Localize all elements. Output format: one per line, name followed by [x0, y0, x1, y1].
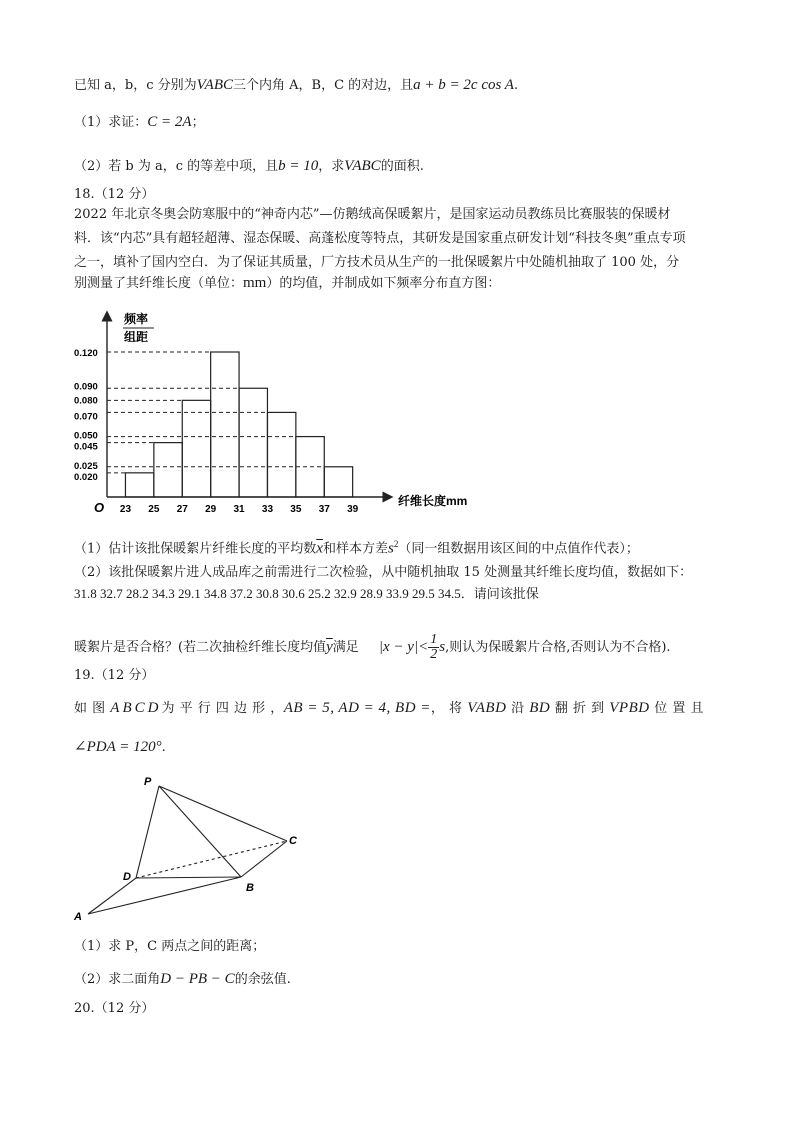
- histogram-bar-27-29: [182, 400, 210, 497]
- histogram-bar-31-33: [239, 388, 267, 497]
- histogram-bar-33-35: [267, 412, 295, 497]
- one-half-fraction: $\frac{1}{2}$: [430, 632, 438, 662]
- histogram-bar-37-39: [324, 467, 352, 497]
- q19-fold-figure: [60, 768, 320, 928]
- vertex-label-d: D: [123, 871, 131, 883]
- edge-db: [136, 877, 241, 878]
- edge-pb: [159, 786, 241, 877]
- x-tick-label: 35: [290, 504, 302, 515]
- q18-part2-condition: 暖絮片是否合格？(若二次抽检纤维长度均值$\overline{y}$满足 |x − y|< $\frac{1}{2}$ s,则认为保暖絮片合格,否则认为不合格).: [74, 632, 671, 662]
- x-tick-label: 39: [347, 504, 359, 515]
- q19-part2: （2）求二面角D − PB − C的余弦值.: [74, 971, 291, 987]
- edge-da-hidden: [136, 841, 287, 878]
- y-tick-label: 0.025: [74, 460, 98, 472]
- y-tick-label: 0.120: [74, 348, 98, 359]
- vertex-label-a: A: [74, 911, 82, 923]
- edge-pc: [159, 786, 287, 841]
- q20-heading: 20.（12 分）: [74, 1001, 155, 1016]
- y-axis-label-bottom: 组距: [124, 330, 149, 344]
- x-axis-label: 纤维长度mm: [398, 494, 468, 508]
- y-axis-label-top: 频率: [124, 312, 149, 326]
- y-tick-label: 0.020: [74, 471, 98, 483]
- q18-part2: （2）该批保暖絮片进人成品库之前需进行二次检验，从中随机抽取 15 处测量其纤维长度均值，数据如下：: [74, 565, 693, 580]
- x-tick-label: 29: [205, 504, 217, 515]
- edge-pd: [136, 786, 159, 878]
- q18-para-line-2: 料．该“内芯”具有超轻超薄、湿态保暖、高蓬松度等特点，其研发是国家重点研发计划“科技冬奥”重点专项: [74, 231, 686, 246]
- q19-part1: （1）求 P，C 两点之间的距离；: [74, 939, 266, 954]
- histogram-bar-29-31: [211, 352, 239, 497]
- q17-stem: 已知 a，b，c 分别为VABC三个内角 A，B，C 的对边，且a + b = 2c cos A.: [74, 77, 519, 93]
- x-tick-label: 37: [318, 504, 330, 515]
- q18-para-line-3: 之一，填补了国内空白．为了保证其质量，厂方技术员从生产的一批保暖絮片中处随机抽取了 100 处，分: [74, 255, 680, 270]
- origin-label: O: [94, 500, 105, 515]
- x-tick-label: 31: [233, 504, 245, 515]
- histogram-bar-23-25: [125, 473, 153, 497]
- edge-cb: [241, 841, 287, 877]
- x-tick-label: 33: [261, 504, 274, 515]
- y-tick-label: 0.070: [74, 411, 98, 423]
- histogram-bar-25-27: [154, 443, 182, 497]
- vertex-label-p: P: [144, 776, 152, 788]
- q18-data-values: 31.8 32.7 28.2 34.3 29.1 34.8 37.2 30.8 30.6 25.2 32.9 28.9 33.9 29.5 34.5．请问该批保: [74, 586, 539, 601]
- y-tick-label: 0.090: [74, 381, 98, 393]
- q17-part1: （1）求证：C = 2A；: [74, 114, 205, 130]
- q18-para-line-1: 2022 年北京冬奥会防寒服中的“神奇内芯”—仿鹅绒高保暖絮片，是国家运动员教练员比赛服装的保暖材: [74, 207, 671, 222]
- q19-angle-condition: ∠PDA = 120°.: [74, 739, 166, 755]
- vertex-label-b: B: [246, 882, 254, 894]
- q18-para-line-4: 别测量了其纤维长度（单位：mm）的均值，并制成如下频率分布直方图：: [74, 275, 501, 291]
- frequency-histogram: [60, 308, 480, 523]
- q18-heading: 18.（12 分）: [74, 187, 155, 202]
- q18-part1: （1）估计该批保暖絮片纤维长度的平均数$\overline{x}$和样本方差$s^2$（同一组数据用该区间的中点值作代表）；: [74, 539, 639, 557]
- vertex-label-c: C: [289, 835, 297, 847]
- q17-part2: （2）若 b 为 a，c 的等差中项，且b = 10，求VABC的面积.: [74, 158, 424, 174]
- y-tick-label: 0.050: [74, 430, 98, 442]
- x-tick-label: 23: [119, 504, 132, 515]
- x-tick-label: 25: [148, 504, 160, 515]
- q19-heading: 19.（12 分）: [74, 668, 155, 683]
- y-tick-label: 0.045: [74, 441, 98, 453]
- edge-ab: [88, 877, 241, 914]
- q19-stem: 如 图 ABCD为 平 行 四 边 形 ，AB = 5, AD = 4, BD =， 将 VABD 沿 BD 翻 折 到 VPBD 位 置 且: [74, 700, 704, 716]
- y-tick-label: 0.080: [74, 395, 98, 407]
- x-tick-label: 27: [176, 504, 188, 515]
